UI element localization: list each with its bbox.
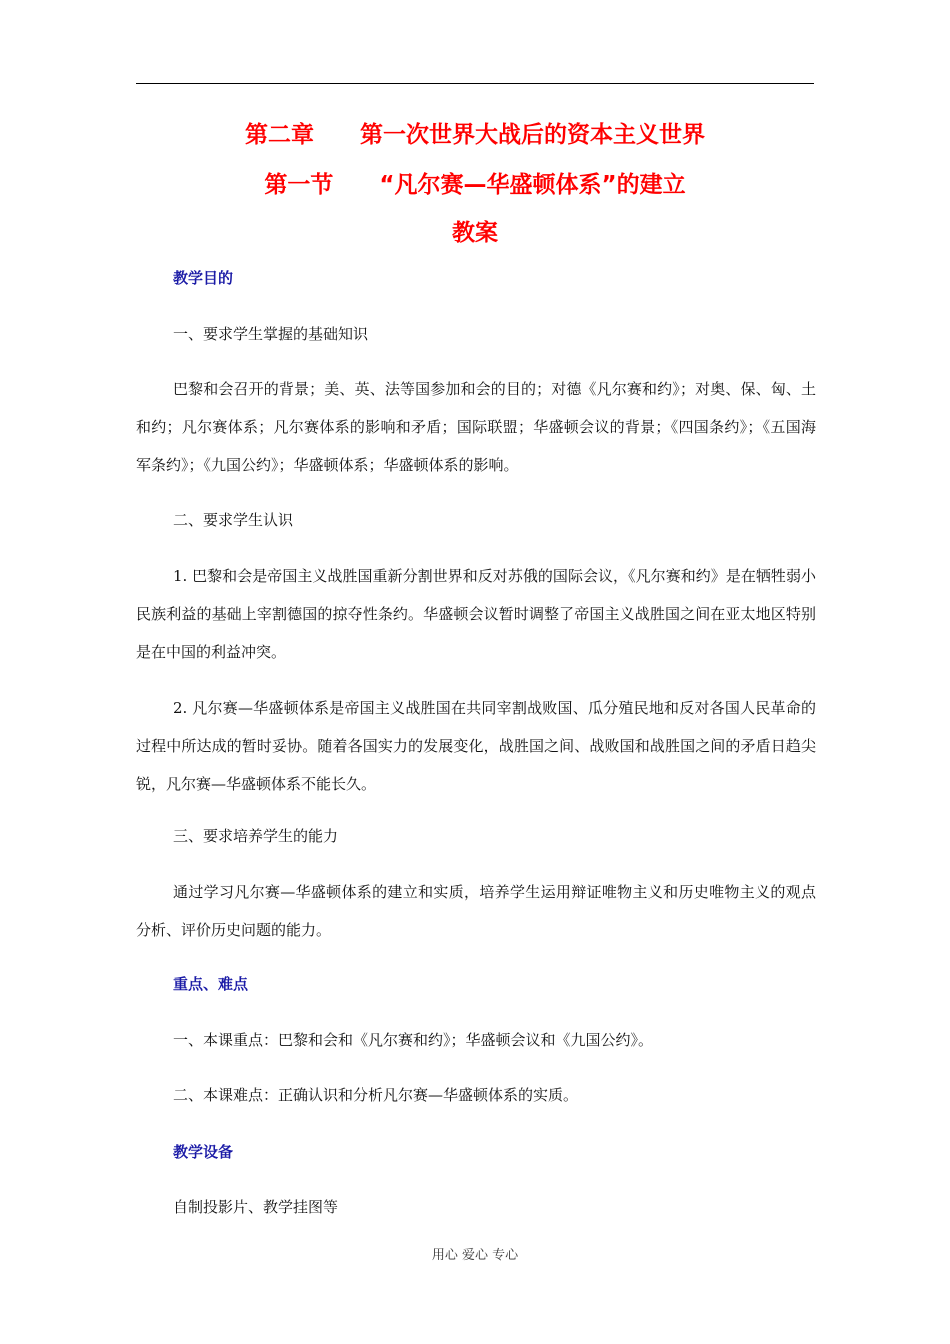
objective-paragraph-1: 巴黎和会召开的背景；美、英、法等国参加和会的目的；对德《凡尔赛和约》；对奥、保、匈、土和约；凡尔赛体系；凡尔赛体系的影响和矛盾；国际联盟；华盛顿会议的背景；《四国条约》；《五国海军条约》；《九国公约》；华盛顿体系；华盛顿体系的影响。 xyxy=(136,380,816,474)
objective-paragraph-3: 2. 凡尔赛—华盛顿体系是帝国主义战胜国在共同宰割战败国、瓜分殖民地和反对各国人民革命的过程中所达成的暂时妥协。随着各国实力的发展变化，战胜国之间、战败国和战胜国之间的矛盾日趋尖锐，凡尔赛—华盛顿体系不能长久。 xyxy=(136,699,816,793)
equipment-heading: 教学设备 xyxy=(173,1143,234,1161)
page-footer: 用心 爱心 专心 xyxy=(431,1248,519,1263)
header-rule xyxy=(136,83,814,84)
objective-item-1: 一、要求学生掌握的基础知识 xyxy=(173,325,369,343)
objective-item-3: 三、要求培养学生的能力 xyxy=(173,827,339,845)
objective-paragraph-4: 通过学习凡尔赛—华盛顿体系的建立和实质，培养学生运用辩证唯物主义和历史唯物主义的观点分析、评价历史问题的能力。 xyxy=(136,883,816,939)
objectives-heading: 教学目的 xyxy=(173,269,234,287)
equipment-text: 自制投影片、教学挂图等 xyxy=(173,1198,339,1216)
section-title: 第一节 “凡尔赛—华盛顿体系”的建立 xyxy=(264,172,686,198)
objective-paragraph-2: 1. 巴黎和会是帝国主义战胜国重新分割世界和反对苏俄的国际会议，《凡尔赛和约》是在牺牲弱小民族利益的基础上宰割德国的掠夺性条约。华盛顿会议暂时调整了帝国主义战胜国之间在亚太地区特别是在中国的利益冲突。 xyxy=(136,567,816,661)
doc-type-title: 教案 xyxy=(452,220,498,246)
objective-item-2: 二、要求学生认识 xyxy=(173,511,294,529)
focus-heading: 重点、难点 xyxy=(173,975,249,993)
focus-item-1: 一、本课重点：巴黎和会和《凡尔赛和约》；华盛顿会议和《九国公约》。 xyxy=(173,1031,654,1049)
focus-item-2: 二、本课难点：正确认识和分析凡尔赛—华盛顿体系的实质。 xyxy=(173,1086,579,1104)
chapter-title: 第二章 第一次世界大战后的资本主义世界 xyxy=(245,122,705,148)
